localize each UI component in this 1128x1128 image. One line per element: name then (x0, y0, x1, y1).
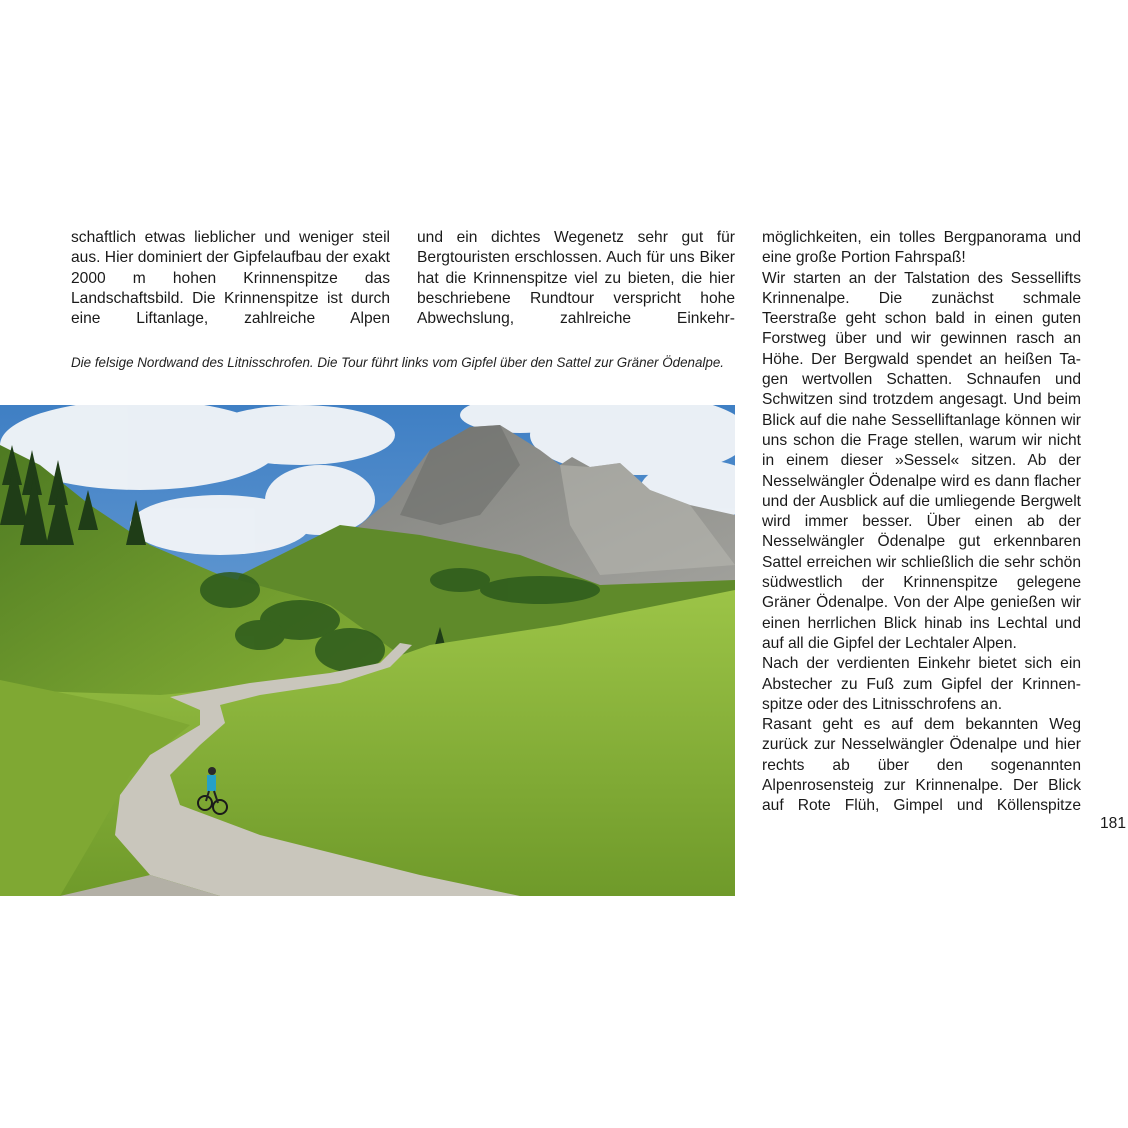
column3-paragraph-1: möglichkeiten, ein tolles Bergpanorama und eine große Portion Fahrspaß! (762, 229, 1081, 267)
column2-paragraph: und ein dichtes Wegenetz sehr gut für Bergtouristen erschlossen. Auch für uns Biker hat die Krinnenspitze viel zu bieten, die hier beschriebene Rundtour verspricht hohe Abwechslung, zahlreiche Einkehr- (417, 229, 735, 328)
text-column-3 (762, 228, 1081, 817)
photo-caption: Die felsige Nordwand des Litnisschrofen. Die Tour führt links vom Gipfel über den Sattel zur Gräner Ödenalpe. (71, 355, 725, 370)
text-column-1 (71, 228, 390, 329)
column3-paragraph-2: Wir starten an der Talstation des Sessellifts Krinnenalpe. Die zunächst schmale Teerstraße geht schon bald in einen guten Forstweg über und wir gewinnen rasch an Höhe. Der Bergwald spendet an heißen Tagen wertvollen Schatten. Schnaufen und Schwitzen sind trotzdem angesagt. Und beim Blick auf die nahe Sesselliftanlage können wir uns schon die Frage stellen, warum wir nicht in einem dieser »Sessel« sitzen. Ab der Nesselwängler Ödenalpe wird es dann flacher und der Ausblick auf die umliegende Bergwelt wird immer besser. Über einen ab der Nesselwängler Ödenalpe gut erkennbaren Sattel erreichen wir schließlich die sehr schön südwestlich der Krinnenspitze gelegene Gräner Ödenalpe. Von der Alpe genießen wir einen herrlichen Blick hinab ins Lechtal und auf all die Gipfel der Lechtaler Alpen. (762, 269, 1081, 652)
column1-paragraph: schaftlich etwas lieblicher und weniger steil aus. Hier dominiert der Gipfelaufbau der exakt 2000 m hohen Krinnenspitze das Landschaftsbild. Die Krinnenspitze ist durch eine Liftanlage, zahlreiche Alpen (71, 229, 390, 328)
mountain-photo (0, 405, 735, 896)
page-number: 181 (1100, 815, 1127, 832)
column3-paragraph-3: Nach der verdienten Einkehr bietet sich ein Abstecher zu Fuß zum Gipfel der Krinnenspitze oder des Litnisschrofens an. (762, 655, 1081, 713)
text-column-2 (417, 228, 735, 329)
column3-paragraph-4: Rasant geht es auf dem bekannten Weg zurück zur Nesselwängler Ödenalpe und hier rechts ab über den sogenannten Alpenrosensteig zur Krinnenalpe. Der Blick auf Rote Flüh, Gimpel und Köllenspitze (762, 716, 1081, 815)
